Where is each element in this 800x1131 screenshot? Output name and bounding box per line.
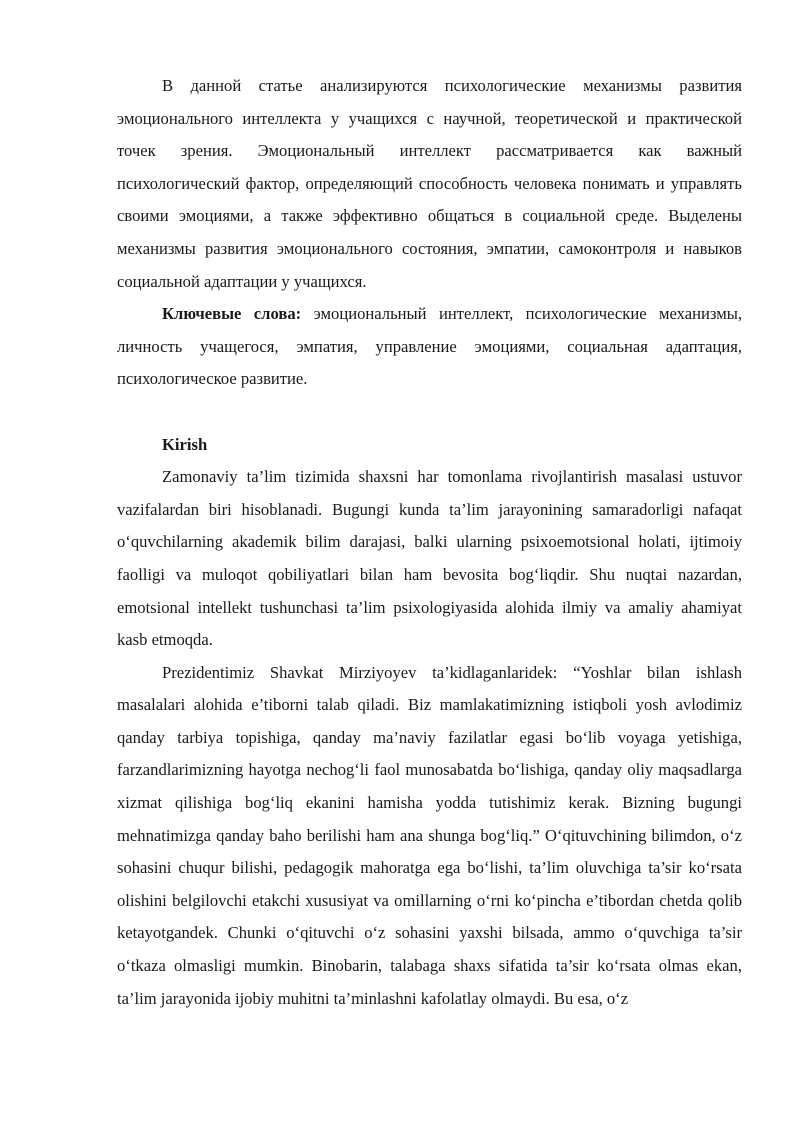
introduction-section xyxy=(117,461,742,1015)
abstract-section xyxy=(117,70,742,396)
intro-paragraph-2: Prezidentimiz Shavkat Mirziyoyev ta’kidlaganlaridek: “Yoshlar bilan ishlash masalalari alohida e’tiborni talab qiladi. Biz mamlakatimizning istiqboli yosh avlodimiz qanday tarbiya topishiga, qanday ma’naviy fazilatlar egasi bo‘lib voyaga yetishiga, farzandlarimizning hayotga nechog‘li faol munosabatda bo‘lishiga, qanday oliy maqsadlarga xizmat qilishiga bog‘liq ekanini hamisha yodda tutishimiz kerak. Bizning bugungi mehnatimizga qanday baho berilishi ham ana shunga bog‘liq.” O‘qituvchining bilimdon, o‘z sohasini chuqur bilishi, pedagogik mahoratga ega bo‘lishi, ta’lim oluvchiga ta’sir ko‘rsata olishini belgilovchi etakchi xususiyat va omillarning o‘rni ko‘pincha e’tibordan chetda qolib ketayotgandek. Chunki o‘qituvchi o‘z sohasini yaxshi bilsada, ammo o‘quvchiga ta’sir o‘tkaza olmasligi mumkin. Binobarin, talabaga shaxs sifatida ta’sir ko‘rsata olmas ekan, ta’lim jarayonida ijobiy muhitni ta’minlashni kafolatlay olmaydi. Bu esa, o‘z xyxy=(117,662,742,1008)
intro-paragraph-1: Zamonaviy ta’lim tizimida shaxsni har tomonlama rivojlantirish masalasi ustuvor vazifalardan biri hisoblanadi. Bugungi kunda ta’lim jarayonining samaradorligi nafaqat o‘quvchilarning akademik bilim darajasi, balki ularning psixoemotsional holati, ijtimoiy faolligi va muloqot qobiliyatlari bilan ham bevosita bog‘liqdir. Shu nuqtai nazardan, emotsional intellekt tushunchasi ta’lim psixologiyasida alohida ilmiy va amaliy ahamiyat kasb etmoqda. xyxy=(117,467,742,650)
abstract-paragraph: В данной статье анализируются психологические механизмы развития эмоционального интеллекта у учащихся с научной, теоретической и практической точек зрения. Эмоциональный интеллект рассматривается как важный психологический фактор, определяющий способность человека понимать и управлять своими эмоциями, а также эффективно общаться в социальной среде. Выделены механизмы развития эмоционального состояния, эмпатии, самоконтроля и навыков социальной адаптации у учащихся. xyxy=(117,76,742,291)
keywords-label: Ключевые слова: xyxy=(162,304,302,324)
section-spacer xyxy=(117,396,742,429)
keywords-paragraph xyxy=(117,298,742,396)
keywords-text: эмоциональный интеллект, психологические механизмы, личность учащегося, эмпатия, управление эмоциями, социальная адаптация, психологическое развитие. xyxy=(117,304,742,389)
section-heading: Kirish xyxy=(162,434,208,454)
